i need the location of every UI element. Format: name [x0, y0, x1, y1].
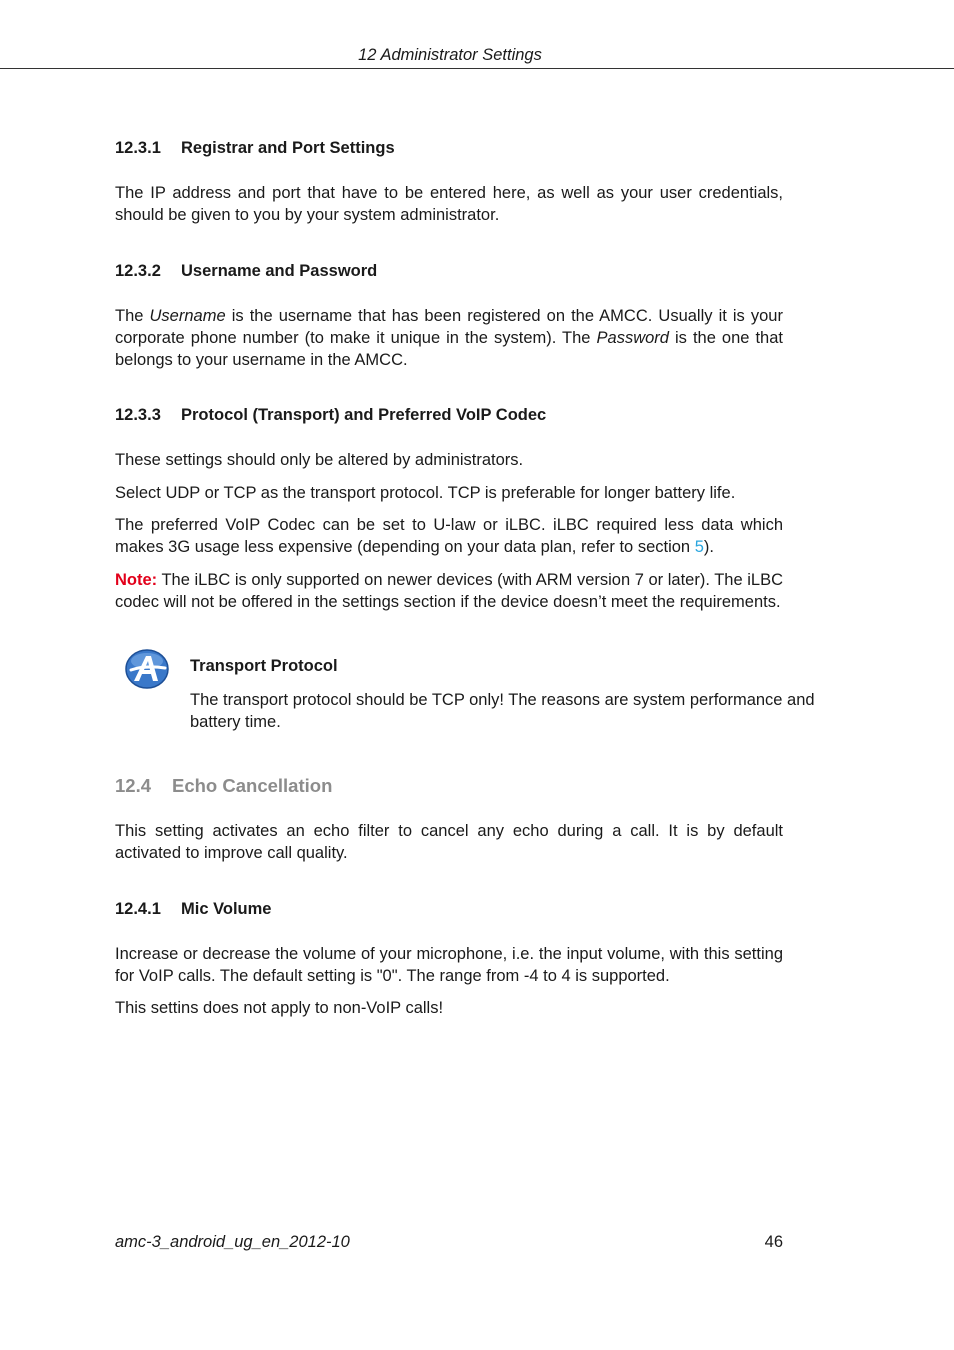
section-title: Username and Password: [181, 262, 378, 280]
section-title: Mic Volume: [181, 900, 272, 918]
section-number: 12.3.2: [115, 262, 161, 280]
section-number: 12.3.3: [115, 406, 161, 424]
paragraph-username: [115, 305, 783, 371]
tip-title: Transport Protocol: [190, 657, 338, 675]
paragraph-registrar: The IP address and port that have to be entered here, as well as your user credentials, should be given to you by your system administrator.: [115, 184, 783, 224]
paragraph-mic-volume: Increase or decrease the volume of your microphone, i.e. the input volume, with this setting for VoIP calls. The default setting is "0". The range from -4 to 4 is supported.: [115, 945, 783, 985]
heading-12-4: [115, 775, 332, 797]
header-rule: [0, 68, 954, 69]
text: is the username that has been registered on the AMCC. Usually it is your corporate phone number (to make it unique in the system). The: [115, 307, 783, 347]
text: ).: [703, 538, 714, 556]
section-title: Echo Cancellation: [172, 775, 333, 796]
note-label: Note:: [115, 571, 158, 589]
note-text: The iLBC is only supported on newer devices (with ARM version 7 or later). The iLBC codec will not be offered in the settings section if the device doesn’t meet the requirements.: [115, 571, 783, 611]
paragraph-echo: This setting activates an echo filter to cancel any echo during a call. It is by default activated to improve call quality.: [115, 822, 783, 862]
heading-12-3-1: [115, 139, 395, 158]
paragraph-transport: Select UDP or TCP as the transport protocol. TCP is preferable for longer battery life.: [115, 484, 736, 502]
text: is the one that belongs to your username in the AMCC.: [115, 329, 783, 369]
section-number: 12.3.1: [115, 139, 161, 157]
section-link[interactable]: 5: [694, 538, 704, 556]
section-title: Protocol (Transport) and Preferred VoIP Codec: [181, 406, 547, 424]
text: The preferred VoIP Codec can be set to U-law or iLBC. iLBC required less data which makes 3G usage less expensive (depending on your data plan, refer to section: [115, 516, 783, 556]
running-header: 12 Administrator Settings: [358, 46, 542, 64]
paragraph-codec: [115, 514, 783, 558]
paragraph-note: [115, 569, 783, 613]
paragraph-admin-only: These settings should only be altered by administrators.: [115, 451, 524, 469]
heading-12-4-1: [115, 900, 271, 919]
admin-tip-icon: [125, 648, 171, 690]
section-number: 12.4.1: [115, 900, 161, 918]
heading-12-3-3: [115, 406, 546, 425]
footer-doc-id: amc-3_android_ug_en_2012-10: [115, 1233, 350, 1251]
heading-12-3-2: [115, 262, 377, 281]
paragraph-non-voip: This settins does not apply to non-VoIP calls!: [115, 999, 444, 1017]
page-number: 46: [764, 1233, 783, 1251]
section-title: Registrar and Port Settings: [181, 139, 395, 157]
term-password: Password: [596, 329, 669, 347]
term-username: Username: [149, 307, 226, 325]
section-number: 12.4: [115, 775, 152, 796]
tip-body: The transport protocol should be TCP only! The reasons are system performance and battery time.: [190, 691, 815, 731]
text: The: [115, 307, 150, 325]
